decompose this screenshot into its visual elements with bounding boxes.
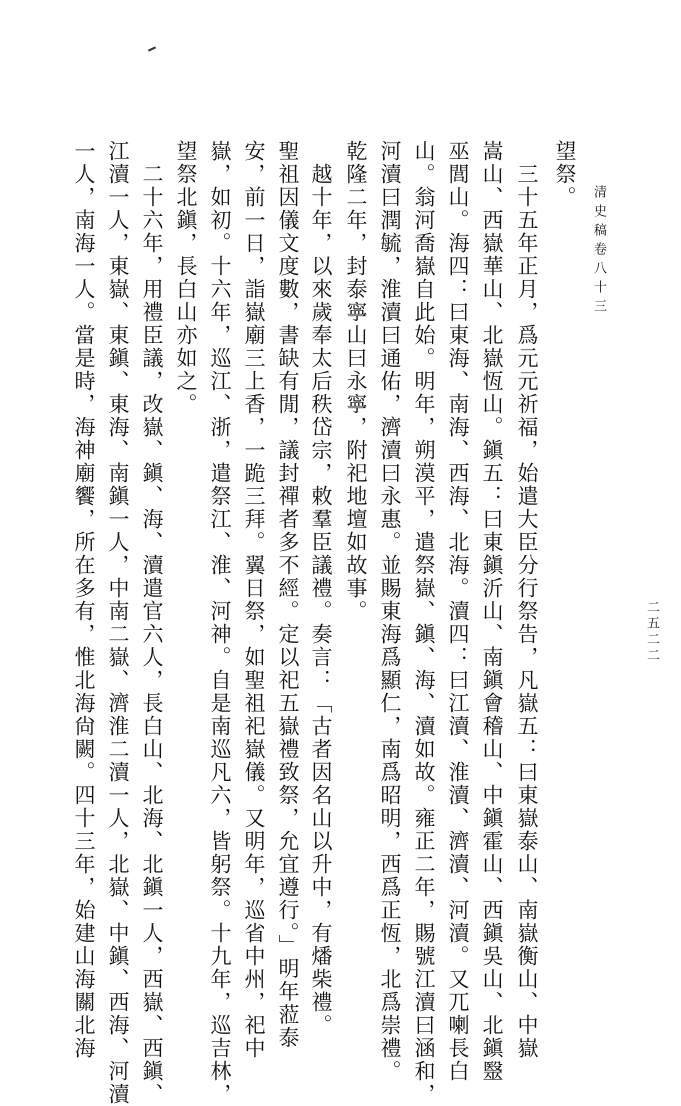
text-column: 嶽，如初。十六年，巡江、浙，遣祭江、淮、河神。自是南巡凡六，皆躬祭。十九年，巡吉林， xyxy=(208,140,232,1106)
text-column: 巫閭山。海四：曰東海、南海、西海、北海。瀆四：曰江瀆、淮瀆、濟瀆、河瀆。又兀喇長白 xyxy=(446,140,470,1083)
text-column: 安，前一日，詣嶽廟三上香，一跪三拜。翼日祭，如聖祖祀嶽儀。又明年，巡省中州，祀中 xyxy=(242,140,266,1060)
text-column: 乾隆二年，封泰寧山曰永寧，附祀地壇如故事。 xyxy=(344,140,368,623)
text-column: 望祭。 xyxy=(553,140,577,209)
text-column: 嵩山、西嶽華山、北嶽恆山。鎭五：曰東鎭沂山、南鎭會稽山、中鎭霍山、西鎭吳山、北鎭毉 xyxy=(480,140,504,1083)
text-column: 山。翁河喬嶽自此始。明年，朔漠平，遣祭嶽、鎭、海、瀆如故。雍正二年，賜號江瀆曰涵和， xyxy=(412,140,436,1106)
scan-mark xyxy=(148,46,156,51)
text-column: 望祭北鎭，長白山亦如之。 xyxy=(174,140,198,416)
text-column: 二十六年，用禮臣議，改嶽、鎭、海、瀆遣官六人，長白山、北海、北鎭一人，西嶽、西鎭、 xyxy=(140,140,164,1106)
page-number: 二五二二 xyxy=(644,600,659,664)
text-column: 河瀆曰潤毓，淮瀆曰通佑，濟瀆曰永惠。並賜東海爲顯仁，南爲昭明，西爲正恆，北爲崇禮。 xyxy=(378,140,402,1083)
book-title-header: 清史稿卷八十三 xyxy=(591,185,606,318)
text-column: 聖祖因儀文度數，書缺有閒，議封禪者多不經。定以祀五嶽禮致祭，允宜遵行。」明年蒞泰 xyxy=(276,140,300,1050)
text-column: 一人，南海一人。當是時，海神廟饗，所在多有，惟北海尙闕。四十三年，始建山海關北海 xyxy=(72,140,96,1060)
text-column: 江瀆一人，東嶽、東鎭、東海、南鎭一人，中南二嶽、濟淮二瀆一人，北嶽、中鎭、西海、河瀆 xyxy=(106,140,130,1106)
text-column: 越十年，以來歲奉太后秩岱宗，敕羣臣議禮。奏言：「古者因名山以升中，有燔柴禮。 xyxy=(309,140,333,1037)
text-column: 三十五年正月，爲元元祈福，始遣大臣分行祭告，凡嶽五：曰東嶽泰山、南嶽衡山、中嶽 xyxy=(515,140,539,1060)
